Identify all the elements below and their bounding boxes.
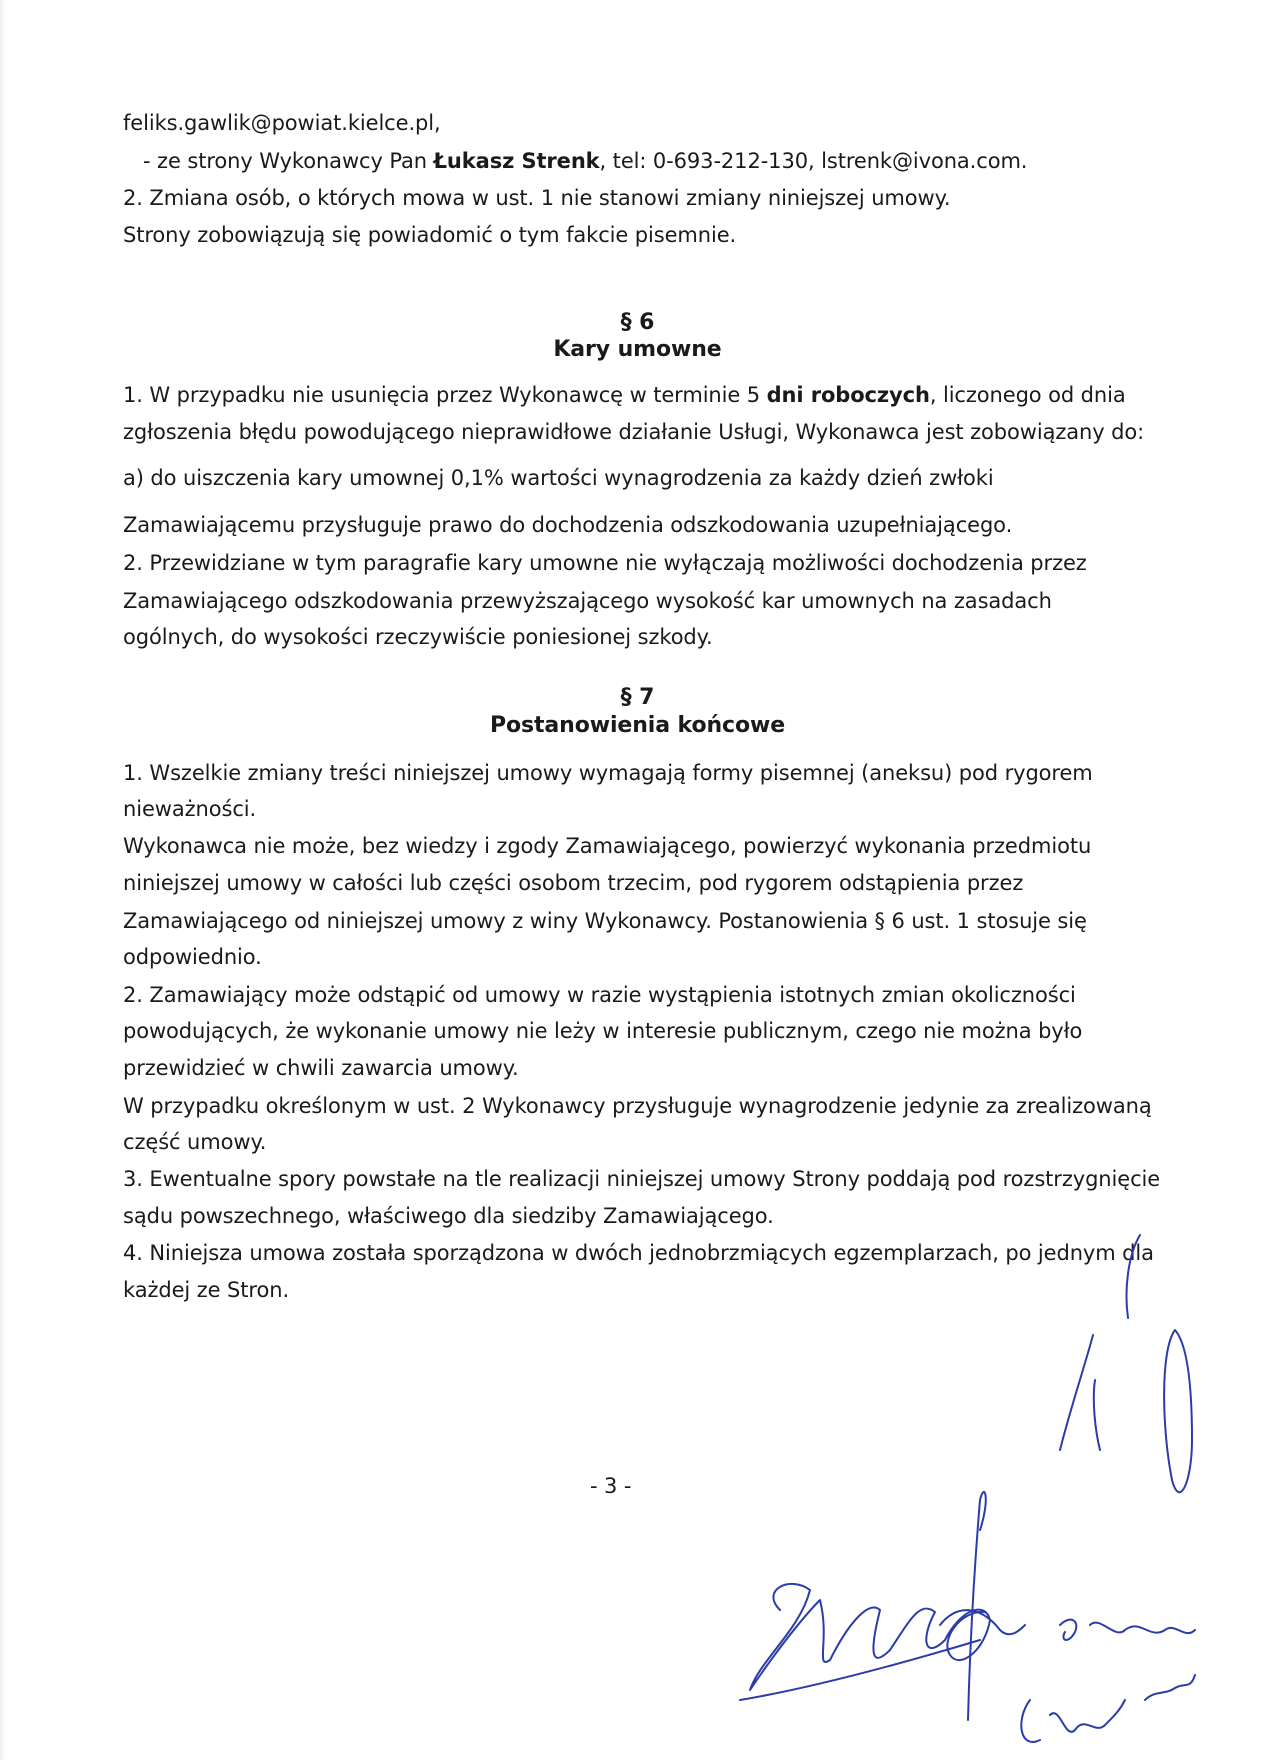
section6-title: Kary umowne — [553, 337, 722, 362]
section7-number: § 7 — [620, 685, 655, 710]
section7-line: przewidzieć w chwili zawarcia umowy. — [123, 1056, 519, 1080]
section6-p1-a: 1. W przypadku nie usunięcia przez Wykonawcę w terminie 5 — [123, 383, 767, 407]
section7-line: niniejszej umowy w całości lub części osobom trzecim, pod rygorem odstąpienia przez — [123, 871, 1024, 895]
change-persons-line: 2. Zmiana osób, o których mowa w ust. 1 nie stanowi zmiany niniejszej umowy. — [123, 186, 951, 210]
section7-line: 3. Ewentualne spory powstałe na tle realizacji niniejszej umowy Strony poddają pod rozstrzygnięcie — [123, 1167, 1161, 1191]
section7-line: powodujących, że wykonanie umowy nie leży w interesie publicznym, czego nie można było — [123, 1019, 1083, 1043]
section7-line: sądu powszechnego, właściwego dla siedziby Zamawiającego. — [123, 1204, 774, 1228]
section7-line: 4. Niniejsza umowa została sporządzona w dwóch jednobrzmiących egzemplarzach, po jednym dla — [123, 1241, 1154, 1265]
page-number: - 3 - — [590, 1474, 632, 1498]
section7-line: Wykonawca nie może, bez wiedzy i zgody Zamawiającego, powierzyć wykonania przedmiotu — [123, 834, 1092, 858]
section7-title: Postanowienia końcowe — [489, 713, 786, 738]
contractor-name: Łukasz Strenk — [433, 149, 600, 173]
signature-bracket — [1127, 1235, 1141, 1318]
contractor-prefix: - ze strony Wykonawcy Pan — [143, 149, 434, 173]
signature-loop-right — [1164, 1330, 1192, 1492]
signature-tall-stroke — [968, 1492, 986, 1720]
section7-line: 2. Zamawiający może odstąpić od umowy w razie wystąpienia istotnych zmian okoliczności — [123, 983, 1076, 1007]
signature-main-scribble — [750, 1584, 990, 1690]
section7-line: Zamawiającego od niniejszej umowy z winy Wykonawcy. Postanowienia § 6 ust. 1 stosuje się — [123, 909, 1087, 933]
section6-p1-line2: zgłoszenia błędu powodującego nieprawidłowe działanie Usługi, Wykonawca jest zobowiązany do: — [123, 420, 1145, 444]
section6-p2-line3: ogólnych, do wysokości rzeczywiście poniesionej szkody. — [123, 625, 713, 649]
section7-line: W przypadku określonym w ust. 2 Wykonawcy przysługuje wynagrodzenie jedynie za zrealizowaną — [123, 1094, 1152, 1118]
section6-p1-bold: dni roboczych — [766, 383, 930, 407]
signature-initial-2 — [1094, 1380, 1100, 1450]
signature-initial-1 — [1060, 1335, 1093, 1450]
section6-p2-line1: 2. Przewidziane w tym paragrafie kary umowne nie wyłączają możliwości dochodzenia przez — [123, 551, 1087, 575]
section6-number: § 6 — [620, 310, 655, 335]
notify-line: Strony zobowiązują się powiadomić o tym fakcie pisemnie. — [123, 223, 737, 247]
section7-line: 1. Wszelkie zmiany treści niniejszej umowy wymagają formy pisemnej (aneksu) pod rygorem — [123, 761, 1093, 785]
section7-line: część umowy. — [123, 1130, 267, 1154]
section6-p1-b: , liczonego od dnia — [929, 383, 1126, 407]
signature-right-lower — [1021, 1675, 1195, 1742]
contractor-suffix: , tel: 0-693-212-130, lstrenk@ivona.com. — [599, 149, 1028, 173]
contact-email-line: feliks.gawlik@powiat.kielce.pl, — [123, 111, 441, 135]
section7-line: każdej ze Stron. — [123, 1278, 290, 1302]
section6-p1-line4: Zamawiającemu przysługuje prawo do dochodzenia odszkodowania uzupełniającego. — [123, 513, 1013, 537]
section6-p2-line2: Zamawiającego odszkodowania przewyższającego wysokość kar umownych na zasadach — [123, 589, 1052, 613]
section6-p1-line3: a) do uiszczenia kary umownej 0,1% wartości wynagrodzenia za każdy dzień zwłoki — [123, 466, 994, 490]
section7-line: odpowiednio. — [123, 945, 262, 969]
signature-right-upper — [1060, 1620, 1195, 1640]
section7-line: nieważności. — [123, 797, 257, 821]
